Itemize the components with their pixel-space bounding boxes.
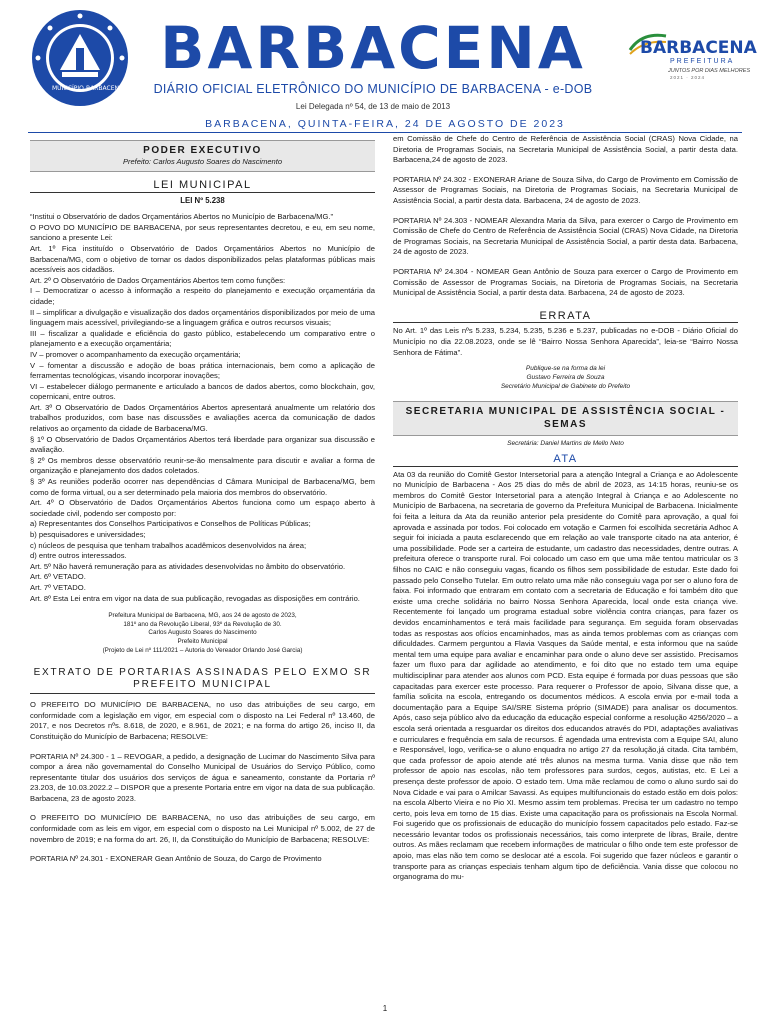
errata-text: No Art. 1º das Leis nºs 5.233, 5.234, 5.235, 5.236 e 5.237, publicadas no e-DOB - Diário Oficial do Município no dia 22.08.2023, onde se lê “Bairro Nossa Senhora Aparecida”, leia-se “Bairro Nossa Senhora de Fátima”. <box>393 326 738 357</box>
municipal-seal-icon <box>30 8 130 108</box>
lei-number: LEI Nº 5.238 <box>180 195 225 205</box>
brand-title: BARBACENA <box>160 14 586 82</box>
left-column <box>30 134 375 865</box>
paragraph: Art. 1º Fica instituído o Observatório de Dados Orçamentários Abertos no Município de Barbacena/MG, com o objetivo de tornar os dados disponibilizados pelas plataformas públicas mais acessíveis aos cidadãos. <box>30 243 375 275</box>
paragraph: 181º ano da Revolução Liberal, 93º da Revolução de 30. <box>123 620 282 628</box>
ata-text: Ata 03 da reunião do Comitê Gestor Intersetorial para a atenção Integral a Criança e ao Adolescente no Município de Barbacena - Aos 25 dias do mês de abril de 2023, as 14:15 horas, reuniu-se os membros do Comitê Gestor Intersetorial para a atenção Integral à Criança e ao Adolescente no Município de Barbacena, na secretaria de governo da Prefeitura Municipal de Barbacena. Inicialmente foi feita a leitura da Ata da reunião anterior pela presidente do Comitê para aprovação, a qual foi aprovada e assinada por todos. Foi colocado em votação e Carmen foi escolhida secretária Adhoc A seguir foi iniciada a pauta esclarecendo que em relação ao vale transporte citado na ata anterior, é uma possibilidade. Pode ser a carteira de estudante, um cadastro das necessidades, dentre outras. A prefeitura oferece o transporte rural. Foi colocado um caso em que uma mãe tentou matricular os 3 filhos no CAIC e não conseguiu vagas, ficando os filhos sem possibilidade de estudar. Este dado foi passado pelo Conselho Tutelar. Em outro relato uma mãe não conseguiu vaga por ser o aluno fora de faixa. Foi informado que entraram em contato com a secretaria de Educação e foi também dito que existe uma creche solidária no bairro Nossa Senhora Aparecida, local onde esta criança vive. Recentemente foi lançado um programa estadual sobre violência contra crianças, para fazer os devidos encaminhamentos e terá mais facilidade para segurança. Em seguida foram observadas todas as respostas aos ofícios encaminhados, mas as ainda temos problemas com as crianças com dificuldades. Carmem perguntou a Flavia Vasques da Saúde mental, e esta informou que na saúde mental tem uma equipe para avaliar e encaminhar para onde o aluno deve ser assistido. Precisamos fazer um fluxo para dar agilidade ao atendimento, e foi dito que no estado tem uma equipe multidisciplinar para atender aos alunos com PCD. Esta equipe é formada por duas pessoas que são capacitadas para exercer este processo. Para requerer o Professor de apoio, Silvana disse que, a família solicita na escola, entregando os documentos médicos. A escola envia por e-mail toda a documentação para a Equipe SAI/SRE Sistema próprio (SIMADE) para analisar os documentos. Após, caso seja público alvo da educação da educação especial conforme a resolução 4256/2020 – a escola será orientada a resguardar os direitos dos educandos através do PDI, adaptações avaliativas e curriculares e frequência em sala de recursos. É agendada uma entrevista com a Equipe SAI, aluno e Responsável, logo, verifica-se o aluno enquadra no artigo 27 da resolução,já citada. Cita também, que cada professor de apoio atende até três alunos na mesma turma. Vania disse que não tem professor de apoio nas escolas, não tem professores para surdos, cegos, autistas, etc. E Lei a presença deste professor de apoio. O estado tem. Uma mãe reclamou de como o aluno surdo sai do Nova Cidade e vai para o Amilcar Savassi. As equipes multifuncionais do estado estão em dois polos: na escola Alberto Vieira e no Pio XI. Mesmo assim tem problemas. Precisa ter um cadastro no tempo certo, pois leva em torno de 15 dias. Existe uma capacitação para os profissionais na Escola Normal. Foi sugerido que os profissionais de educação do município fossem capacitados pelo estado. Faz-se necessário levantar todos os profissionais necessários, tais como interprete de libras, Braile, dentre outros. As mães reclamam que recebem informações de matricular o filho onde tem este professor de apoio, mas elas não tem como se deslocar até a escola. Foi sugerido que fazer núcleos e garantir o transporte para as crianças especiais tenham algum tipo de deficiência. Vania disse que colocou no organograma do mu- <box>393 469 738 882</box>
lei-body <box>30 212 375 604</box>
paragraph: II – simplificar a divulgação e visualização dos dados orçamentários disponibilizados por meio de uma linguagem mais acessível, privilegiando-se a linguagem gráfica e outros recursos visuais; <box>30 307 375 328</box>
logo-slogan: JUNTOS POR DIAS MELHORES <box>668 68 751 74</box>
masthead <box>0 0 770 120</box>
paragraph: I – Democratizar o acesso à informação a respeito do planejamento e execução orçamentária da cidade; <box>30 286 375 306</box>
semas-subtitle: Secretária: Daniel Martins de Mello Neto <box>507 440 624 448</box>
paragraph: Publique-se na forma da lei <box>525 365 606 373</box>
paragraph: Gustavo Ferreira de Souza <box>526 374 605 382</box>
section-title: PODER EXECUTIVO <box>143 145 262 156</box>
paragraph: O PREFEITO DO MUNICÍPIO DE BARBACENA, no uso das atribuições de seu cargo, em conformidade com a legislação em vigor, em especial com o disposto na Lei Federal nº 13.460, de 2017, e nos Decretos nºs. 8.618, de 2020, e 8.961, de 2021; e na forma do artigo 26, inciso II, da Constituição do Município de Barbacena; RESOLVE: <box>30 700 375 741</box>
paragraph: § 3º As reuniões poderão ocorrer nas dependências d Câmara Municipal de Barbacena/MG, bem como de forma virtual, ou a ser determinado pela maioria dos membros do observatório. <box>30 477 375 497</box>
paragraph: a) Representantes dos Conselhos Participativos e Conselhos de Políticas Públicas; <box>30 519 311 529</box>
paragraph: IV – promover o acompanhamento da execução orçamentária; <box>30 349 241 359</box>
paragraph: Art. 2º O Observatório de Dados Orçamentários Abertos tem como funções: <box>30 275 286 285</box>
logo-name: BARBACENA <box>640 38 757 58</box>
paragraph: Art. 7º VETADO. <box>30 582 86 592</box>
paragraph: Art. 5º Não haverá remuneração para as atividades desenvolvidas no âmbito do observatório. <box>30 561 346 571</box>
paragraph: PORTARIA Nº 24.301 - EXONERAR Gean Antônio de Souza, do Cargo de Provimento <box>30 854 322 864</box>
brand-subtitle: DIÁRIO OFICIAL ELETRÔNICO DO MUNICÍPIO DE BARBACENA - e-DOB <box>153 82 593 96</box>
paragraph: d) entre outros interessados. <box>30 551 127 561</box>
paragraph: (Projeto de Lei nº 111/2021 – Autoria do Vereador Orlando José Garcia) <box>102 646 303 654</box>
paragraph: c) núcleos de pesquisa que tenham trabalhos acadêmicos desenvolvidos na área; <box>30 540 307 550</box>
paragraph: Secretário Municipal de Gabinete do Prefeito <box>500 383 631 391</box>
paragraph: Prefeitura Municipal de Barbacena, MG, aos 24 de agosto de 2023, <box>108 612 297 620</box>
brand-law: Lei Delegada nº 54, de 13 de maio de 2013 <box>295 102 451 111</box>
paragraph: V – fomentar a discussão e adoção de boas prática internacionais, bem como a aplicação de ferramentas tecnológicas, visando incorporar inovações; <box>30 360 375 381</box>
ata-title: ATA <box>393 454 738 467</box>
lei-signature <box>30 612 375 655</box>
lei-heading: LEI MUNICIPAL <box>30 180 375 193</box>
paragraph: “Institui o Observatório de dados Orçamentários Abertos no Município de Barbacena/MG.” <box>30 212 334 222</box>
paragraph: Art. 3º O Observatório de Dados Orçamentários Abertos apresentará anualmente um relatório dos trabalhos produzidos, com base nas discussões e avaliações acerca da comunicação de dados relativos ao orçamento da cidade de Barbacena/MG. <box>30 402 375 434</box>
paragraph: § 2º Os membros desse observatório reunir-se-ão mensalmente para discutir e avaliar a forma de organização e planejamento dos dados coletados. <box>30 455 375 476</box>
paragraph: VI – estabelecer diálogo permanente e articulado a bancos de dados abertos, como blockchain, gov, copernicani, entre outros. <box>30 381 375 402</box>
section-subtitle: Prefeito: Carlos Augusto Soares do Nascimento <box>123 157 282 166</box>
paragraph: § 1º O Observatório de Dados Orçamentários Abertos terá liberdade para organizar sua discussão e avaliação. <box>30 434 375 455</box>
portarias-list <box>30 700 375 865</box>
right-column <box>393 134 738 883</box>
paragraph: O PREFEITO DO MUNICÍPIO DE BARBACENA, no uso das atribuições de seu cargo, em conformidade com as leis em vigor, em especial com o disposto na Lei Municipal nº 5.002, de 27 de novembro de 2019; e na forma do art. 26, II, da Constituição do Município de Barbacena; RESOLVE: <box>30 813 375 844</box>
paragraph: PORTARIA Nº 24.300 - 1 – REVOGAR, a pedido, a designação de Lucimar do Nascimento Silva para compor a área não governamental do Conselho Municipal de Usuários do Serviço Público, como representante titular dos usuários dos serviços de água e saneamento, constante da Portaria nº 23.203, de 10.03.2022.2 – DISPOR que a presente Portaria entre em vigor na data de sua publicação. Barbacena, 23 de agosto 2023. <box>30 751 375 803</box>
paragraph: Art. 6º VETADO. <box>30 572 86 582</box>
page-number: 1 <box>382 1004 388 1013</box>
portaria-continuation: em Comissão de Chefe do Centro de Referência de Assistência Social (CRAS) Nova Cidade, na Diretoria de Programas Sociais, na Secretaria Municipal de Assistência Social, a partir desta data. Barbacena,24 de agosto de 2023. <box>393 134 738 165</box>
paragraph: b) pesquisadores e universidades; <box>30 530 146 539</box>
semas-title: SECRETARIA MUNICIPAL DE ASSISTÊNCIA SOCIAL - SEMAS <box>405 406 726 431</box>
paragraph: Prefeito Municipal <box>177 637 228 645</box>
paragraph: Art. 8º Esta Lei entra em vigor na data de sua publicação, revogadas as disposições em contrário. <box>30 593 360 603</box>
extrato-title: EXTRATO DE PORTARIAS ASSINADAS PELO EXMO SR PREFEITO MUNICIPAL <box>30 667 375 694</box>
paragraph: PORTARIA Nº 24.304 - NOMEAR Gean Antônio de Souza para exercer o Cargo de Provimento em Comissão de Assessor de Programas Sociais, na Diretoria de Programas Sociais, na Secretaria Municipal de Assistência Social, a partir desta data. Barbacena, 24 de agosto de 2023. <box>393 266 738 298</box>
prefeitura-logo <box>628 30 757 90</box>
paragraph: III – fiscalizar a qualidade e eficiência do gasto público, estabelecendo um comparativo entre o planejamento e a execução orçamentária; <box>30 328 375 349</box>
section-semas <box>393 401 738 436</box>
paragraph: Art. 4º O Observatório de Dados Orçamentários Abertos funciona como um espaço aberto à sociedade civil, podendo ser composto por: <box>30 498 375 518</box>
logo-prefeitura: PREFEITURA <box>670 58 735 65</box>
paragraph: Carlos Augusto Soares do Nascimento <box>148 629 257 637</box>
errata-signature <box>393 364 738 391</box>
right-portarias-list <box>393 175 738 299</box>
svg-text:BARBACENA: BARBACENA <box>86 85 124 92</box>
paragraph: O POVO DO MUNICÍPIO DE BARBACENA, por seus representantes decretou, e eu, em seu nome, sanciono a presente Lei: <box>30 222 375 243</box>
section-poder-executivo <box>30 140 375 172</box>
paragraph: PORTARIA Nº 24.302 - EXONERAR Ariane de Souza Silva, do Cargo de Provimento em Comissão de Assessor de Programas Sociais, na Diretoria de Programas Sociais, na Secretaria Municipal de Assistência Social, a partir desta data. Barbacena, 24 de agosto de 2023. <box>393 174 738 205</box>
logo-sub: 2021 · 2024 <box>670 75 706 80</box>
dateline: BARBACENA, QUINTA-FEIRA, 24 DE AGOSTO DE 2023 <box>28 117 742 133</box>
svg-text:MUNICÍPIO: MUNICÍPIO <box>52 85 84 92</box>
paragraph: PORTARIA Nº 24.303 - NOMEAR Alexandra Maria da Silva, para exercer o Cargo de Provimento em Comissão de Chefe do Centro de Referência de Assistência Social (CRAS) Nova Cidade, na Diretoria de Programas Sociais, na Secretaria Municipal de Assistência Social, a partir desta data. Barbacena, 24 de agosto de 2023. <box>393 215 738 257</box>
errata-title: ERRATA <box>393 311 738 324</box>
